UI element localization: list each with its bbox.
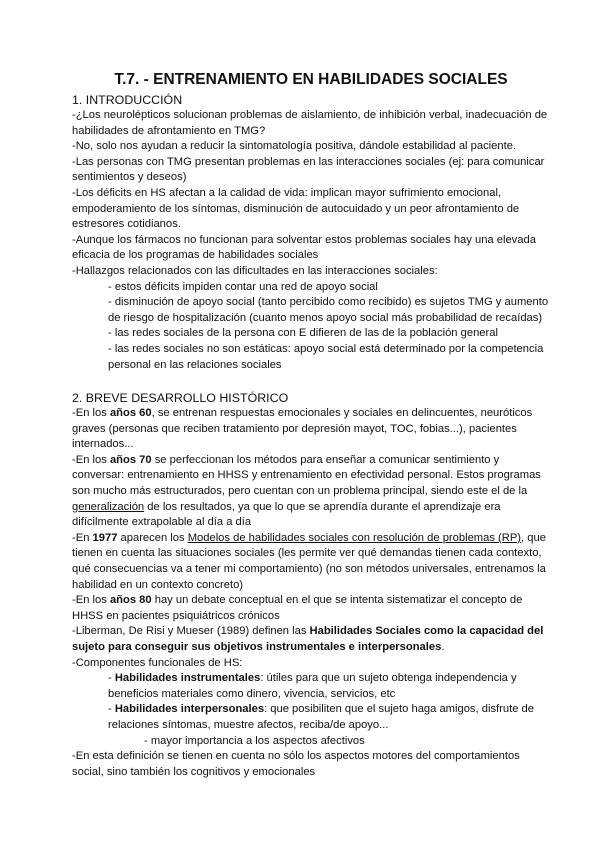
paragraph: -No, solo nos ayudan a reducir la sintomatología positiva, dándole estabilidad al paciente. [72,140,517,153]
bold-text: Habilidades Sociales como la capacidad del sujeto para conseguir sus objetivos instrumentales e interpersonales [72,625,544,653]
underlined-text: generalización [72,500,145,513]
bold-text: Habilidades interpersonales [114,703,265,716]
paragraph: -En esta definición se tienen en cuenta no sólo los aspectos motores del comportamientos social, sino también los cognitivos y emocionales [72,750,520,778]
text-run: : útiles para que un sujeto obtenga independencia y beneficios materiales como dinero, vivencia, servicios, etc [108,672,517,700]
list-item: - disminución de apoyo social (tanto percibido como recibido) es sujetos TMG y aumento de riesgo de hospitalización (cuanto menos apoyo social más probabilidad de recaídas) [108,296,549,324]
paragraph [72,531,550,593]
list-item [72,671,550,702]
text-run: de los resultados, ya que lo que se aprendía durante el aprendizaje era difícilmente extrapolable al día a día [72,500,501,529]
paragraph: -Hallazgos relacionados con las dificultades en las interacciones sociales: [72,264,438,277]
paragraph [72,406,550,453]
paragraph: -Los déficits en HS afectan a la calidad de vida: implican mayor sufrimiento emocional, empoderamiento de los síntomas, disminución de autocuidado y un peor afrontamiento de estresores cotidianos. [72,186,520,231]
text-run: - [108,703,115,716]
paragraph [72,453,550,531]
list-item: - las redes sociales no son estáticas: apoyo social está determinado por la competencia personal en las relaciones sociales [108,342,544,371]
paragraph [72,593,550,624]
section-heading-desarrollo-historico: 2. BREVE DESARROLLO HISTÓRICO [72,391,289,406]
bold-text: años 60 [109,407,152,420]
text-run: hay un debate conceptual en el que se intenta sistematizar el concepto de HHSS en pacientes psiquiátricos crónicos [72,594,523,622]
text-run: -En los [72,407,110,420]
text-run: . [441,641,445,653]
bold-text: 1977 [92,531,118,544]
list-item: - mayor importancia a los aspectos afectivos [144,734,365,747]
section-heading-introduccion: 1. INTRODUCCIÓN [72,93,183,107]
text-run: -En los [72,453,110,466]
paragraph [72,624,550,655]
paragraph: -Aunque los fármacos no funcionan para solventar estos problemas sociales hay una elevada eficacia de los programas de habilidades sociales [72,233,536,262]
text-run: -En [72,531,93,544]
text-run: , que tienen en cuenta las situaciones sociales (les permite ver qué demandas tienen cada contexto, qué consecuencias va a tener mi comportamiento) (no son métodos universales, entrenamos la habilidad en un contexto concreto) [72,531,546,591]
bold-text: años 80 [109,594,152,607]
text-run: se perfeccionan los métodos para enseñar a comunicar sentimiento y conversar: entrenamiento en HHSS y entrenamiento en efectividad personal. Estos programas son mucho más estructurados, pero cuentan con un problema principal, siendo este el de la [72,453,541,498]
document-title: T.7. - ENTRENAMIENTO EN HABILIDADES SOCIALES [114,71,508,88]
paragraph: -Las personas con TMG presentan problemas en las interacciones sociales (ej: para comunicar sentimientos y deseos) [72,155,545,184]
text-run: : que posibiliten que el sujeto haga amigos, disfrute de relaciones síntomas, muestre afectos, reciba/de apoyo... [108,703,534,731]
text-run: -En los [72,594,110,607]
text-run: aparecen los [117,531,188,544]
list-item: - estos déficits impiden contar una red de apoyo social [108,280,378,293]
list-item [72,702,550,733]
list-item: - las redes sociales de la persona con E difieren de las de la población general [108,327,498,340]
text-run: -Liberman, De Risi y Mueser (1989) definen las [72,625,310,638]
paragraph: -¿Los neurolépticos solucionan problemas de aislamiento, de inhibición verbal, inadecuación de habilidades de afrontamiento en TMG? [72,109,548,137]
text-run: , se entrenan respuestas emocionales y sociales en delincuentes, neuróticos graves (personas que reciben tratamiento por depresión mayot, TOC, fobias...), pacientes internados... [72,407,533,451]
bold-text: años 70 [109,453,152,466]
bold-text: Habilidades instrumentales [114,672,261,685]
underlined-text: Modelos de habilidades sociales con resolución de problemas (RP) [187,531,522,544]
text-run: - [108,672,115,685]
paragraph: -Componentes funcionales de HS: [72,656,243,669]
